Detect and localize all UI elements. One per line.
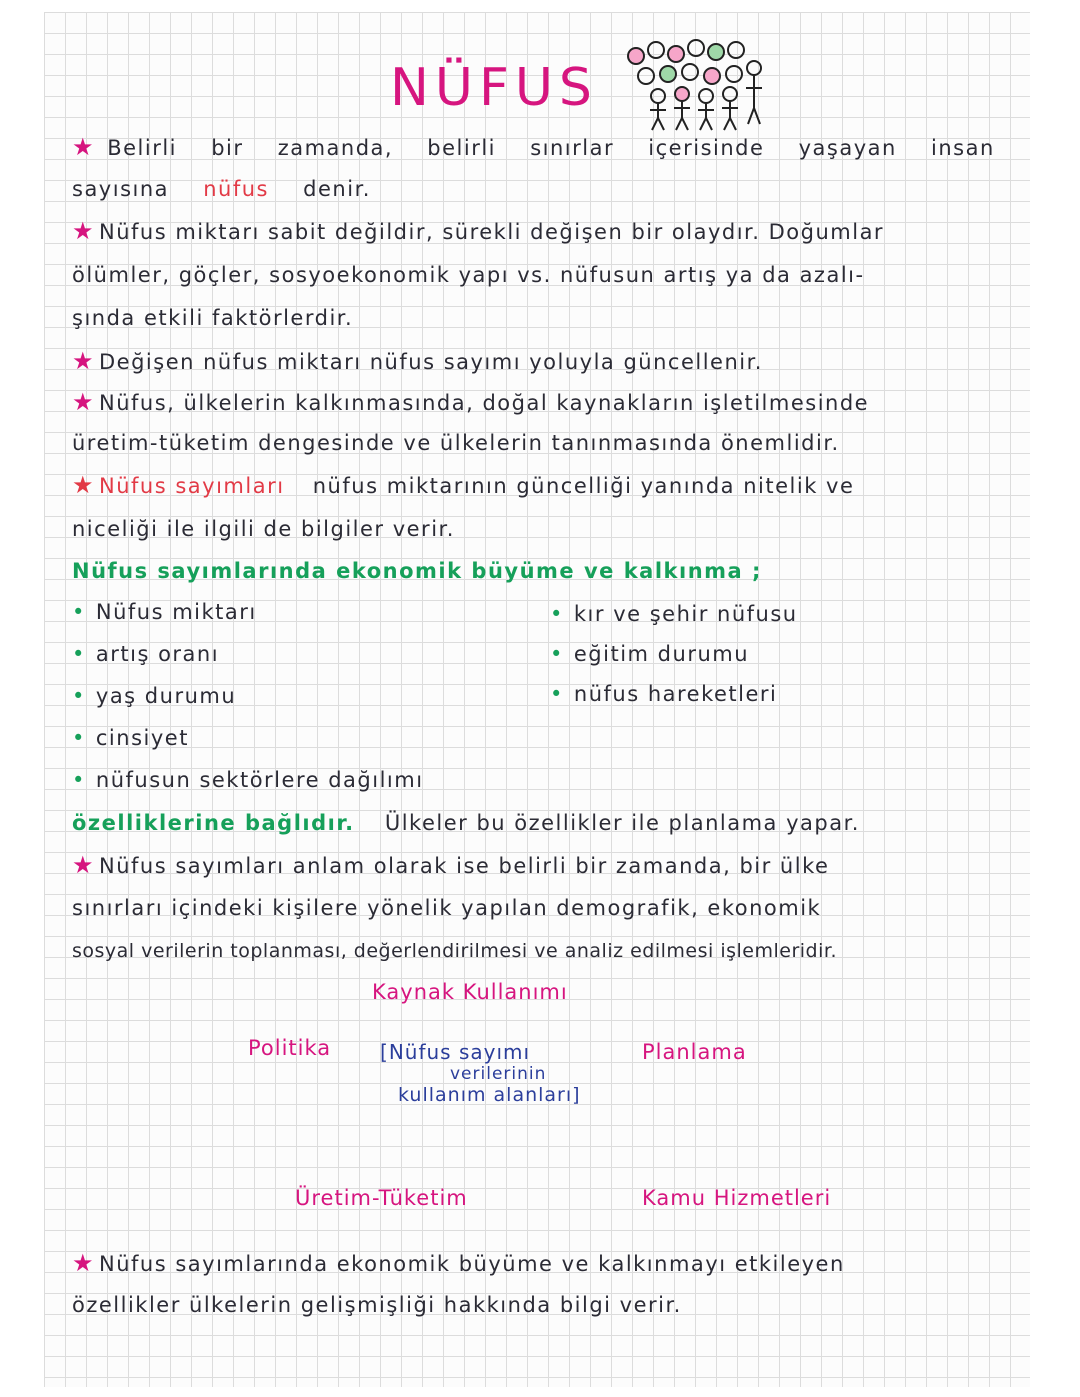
word: sınırlar [530,136,615,160]
paragraph-census-line1 [72,472,1002,499]
diagram-center-line1: [Nüfus sayımı [380,1040,531,1064]
word: denir. [303,177,371,201]
paragraph-change-line2: ölümler, göçler, sosyoekonomik yapı vs. nüfusun artış ya da azalı- [72,263,865,287]
word: Belirli [107,136,178,160]
paragraph-development-line1 [72,1250,1002,1277]
highlight-census: Nüfus sayımları [99,474,285,498]
paragraph-importance-line2: üretim-tüketim dengesinde ve ülkelerin tanınmasında önemlidir. [72,431,840,455]
text: Nüfus sayımlarında ekonomik büyüme ve kalkınmayı etkileyen [99,1252,845,1276]
text: Nüfus sayımları anlam olarak ise belirli bir zamanda, bir ülke [99,854,830,878]
text: Değişen nüfus miktarı nüfus sayımı yoluyla güncellenir. [99,350,763,374]
diagram-left-label: Politika [248,1036,332,1060]
paragraph-dependence [72,810,1002,836]
paragraph-meaning-line2: sınırları içindeki kişilere yönelik yapılan demografik, ekonomik [72,896,822,920]
list-item: • eğitim durumu [550,642,750,666]
paragraph-definition-line1 [72,134,1002,161]
word: bir [211,136,244,160]
list-item: • cinsiyet [72,726,189,750]
paragraph-importance-line1 [72,389,1002,416]
star-icon: ★ [72,851,96,879]
word: içerisinde [648,136,765,160]
page-title: NÜFUS [390,58,598,118]
word: insan [931,136,995,160]
paragraph-change-line3: şında etkili faktörlerdir. [72,306,354,330]
paragraph-definition-line2 [72,176,1002,202]
green-heading: Nüfus sayımlarında ekonomik büyüme ve kalkınma ; [72,559,762,583]
diagram-bottom-left-label: Üretim-Tüketim [295,1186,468,1210]
diagram-right-label: Planlama [642,1040,747,1064]
people-crowd-icon [616,38,766,134]
list-item: • kır ve şehir nüfusu [550,602,798,626]
text: Nüfus, ülkelerin kalkınmasında, doğal kaynakların işletilmesinde [99,391,870,415]
diagram-center-line2: verilerinin [450,1064,547,1084]
star-icon: ★ [72,1249,96,1277]
list-item: • yaş durumu [72,684,237,708]
text: nüfus miktarının güncelliği yanında nitelik ve [312,474,855,498]
paragraph-change-line1 [72,218,1002,245]
star-icon: ★ [72,347,96,375]
diagram-bottom-right-label: Kamu Hizmetleri [642,1186,832,1210]
paragraph-census-line2: niceliği ile ilgili de bilgiler verir. [72,517,455,541]
list-item: • nüfusun sektörlere dağılımı [72,768,424,792]
star-icon: ★ [72,217,96,245]
star-icon: ★ [72,133,96,161]
list-item: • Nüfus miktarı [72,600,257,624]
paragraph-meaning-line3: sosyal verilerin toplanması, değerlendirilmesi ve analiz edilmesi işlemleridir. [72,940,837,962]
highlight-nufus: nüfus [203,177,269,201]
paragraph-update [72,348,1002,375]
highlight-green: özelliklerine bağlıdır. [72,811,355,835]
word: belirli [427,136,497,160]
paragraph-development-line2: özellikler ülkelerin gelişmişliği hakkında bilgi verir. [72,1293,682,1317]
star-icon: ★ [72,471,96,499]
word: zamanda, [277,136,394,160]
text: Ülkeler bu özellikler ile planlama yapar. [384,811,860,835]
paragraph-meaning-line1 [72,852,1002,879]
diagram-center-line3: kullanım alanları] [398,1084,581,1106]
word: sayısına [72,177,170,201]
word: yaşayan [798,136,897,160]
list-item: • nüfus hareketleri [550,682,778,706]
diagram-top-label: Kaynak Kullanımı [372,980,568,1004]
star-icon: ★ [72,388,96,416]
list-item: • artış oranı [72,642,220,666]
text: Nüfus miktarı sabit değildir, sürekli değişen bir olaydır. Doğumlar [99,220,885,244]
